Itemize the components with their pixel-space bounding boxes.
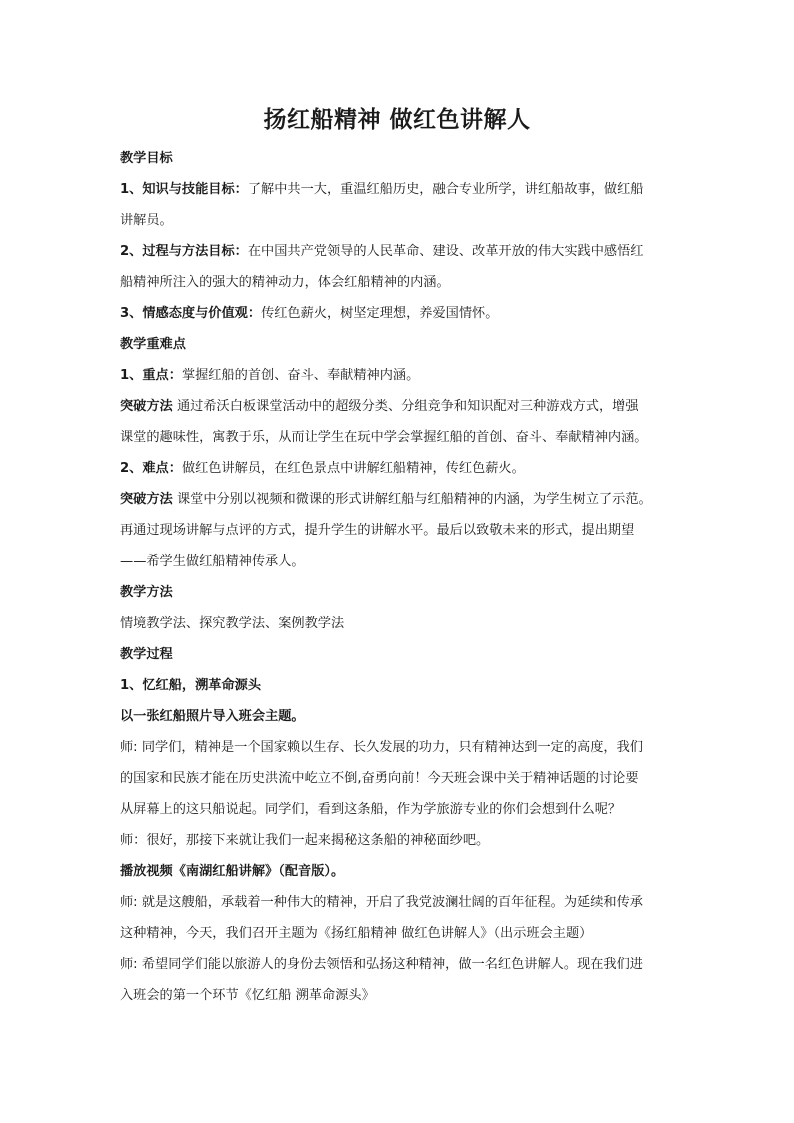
text-line xyxy=(120,360,680,391)
line-text: 在中国共产党领导的人民革命、建设、改革开放的伟大实践中感悟红 xyxy=(247,244,644,259)
text-line xyxy=(120,639,680,670)
line-text: 船精神所注入的强大的精神动力，体会红船精神的内涵。 xyxy=(120,275,450,290)
line-text: 情境教学法、探究教学法、案例教学法 xyxy=(120,616,345,631)
bold-label: 3、情感态度与价值观： xyxy=(120,306,262,321)
line-text: 通过希沃白板课堂活动中的超级分类、分组竞争和知识配对三种游戏方式，增强 xyxy=(172,399,639,414)
text-line xyxy=(120,422,680,453)
text-line xyxy=(120,577,680,608)
text-line xyxy=(120,980,680,1011)
line-text: 掌握红船的首创、奋斗、奉献精神内涵。 xyxy=(181,368,420,383)
line-text: 师：很好，那接下来就让我们一起来揭秘这条船的神秘面纱吧。 xyxy=(120,833,490,848)
line-text: 做红色讲解员，在红色景点中讲解红船精神，传红色薪火。 xyxy=(181,461,525,476)
bold-label: 突破方法 xyxy=(120,492,173,507)
line-text: 师: 就是这艘船，承载着一种伟大的精神，开启了我党波澜壮阔的百年征程。为延续和传承 xyxy=(120,895,643,910)
line-text: 课堂中分别以视频和微课的形式讲解红船与红船精神的内涵，为学生树立了示范。 xyxy=(172,492,652,507)
bold-label: 播放视频《南湖红船讲解》（配音版）。 xyxy=(120,864,345,879)
text-line xyxy=(120,205,680,236)
text-line xyxy=(120,949,680,980)
text-line xyxy=(120,143,680,174)
text-line xyxy=(120,608,680,639)
document-title: 扬红船精神 做红色讲解人 xyxy=(263,107,531,133)
text-line xyxy=(120,174,680,205)
text-line xyxy=(120,701,680,732)
bold-label: 以一张红船照片导入班会主题。 xyxy=(120,709,305,724)
line-text: 讲解员。 xyxy=(120,213,173,228)
line-text: 从屏幕上的这只船说起。同学们，看到这条船，作为学旅游专业的你们会想到什么呢？ xyxy=(120,802,622,817)
bold-label: 教学重难点 xyxy=(120,337,186,352)
text-line xyxy=(120,887,680,918)
text-line xyxy=(120,329,680,360)
text-line xyxy=(120,546,680,577)
text-line xyxy=(120,825,680,856)
line-text: 了解中共一大，重温红船历史，融合专业所学，讲红船故事，做红船 xyxy=(247,182,644,197)
text-line xyxy=(120,732,680,763)
text-line xyxy=(120,391,680,422)
line-text: 师: 希望同学们能以旅游人的身份去领悟和弘扬这种精神，做一名红色讲解人。现在我们进 xyxy=(120,957,643,972)
text-line xyxy=(120,763,680,794)
text-line xyxy=(120,484,680,515)
line-text: 传红色薪火，树坚定理想，养爱国情怀。 xyxy=(261,306,499,321)
line-text: 这种精神，今天，我们召开主题为《扬红船精神 做红色讲解人》（出示班会主题） xyxy=(120,926,593,941)
line-text: 师: 同学们，精神是一个国家赖以生存、长久发展的功力，只有精神达到一定的高度，我们 xyxy=(120,740,643,755)
text-line xyxy=(120,453,680,484)
line-text: 再通过现场讲解与点评的方式，提升学生的讲解水平。最后以致敬未来的形式，提出期望 xyxy=(120,523,635,538)
text-line xyxy=(120,267,680,298)
line-text: 入班会的第一个环节《忆红船 溯革命源头》 xyxy=(120,988,375,1003)
text-line xyxy=(120,794,680,825)
bold-label: 2、过程与方法目标： xyxy=(120,244,248,259)
text-line xyxy=(120,856,680,887)
text-line xyxy=(120,670,680,701)
text-line xyxy=(120,236,680,267)
bold-label: 2、难点： xyxy=(120,461,182,476)
line-text: ——希学生做红船精神传承人。 xyxy=(120,554,305,569)
line-text: 课堂的趣味性，寓教于乐，从而让学生在玩中学会掌握红船的首创、奋斗、奉献精神内涵。 xyxy=(120,430,648,445)
bold-label: 1、忆红船，溯革命源头 xyxy=(120,678,262,693)
text-line xyxy=(120,515,680,546)
document-body xyxy=(120,143,680,1011)
bold-label: 教学目标 xyxy=(120,151,173,166)
bold-label: 突破方法 xyxy=(120,399,173,414)
text-line xyxy=(120,918,680,949)
bold-label: 1、知识与技能目标： xyxy=(120,182,248,197)
line-text: 的国家和民族才能在历史洪流中屹立不倒,奋勇向前！今天班会课中关于精神话题的讨论要 xyxy=(120,771,639,786)
text-line xyxy=(120,298,680,329)
bold-label: 教学过程 xyxy=(120,647,173,662)
bold-label: 教学方法 xyxy=(120,585,173,600)
bold-label: 1、重点： xyxy=(120,368,182,383)
